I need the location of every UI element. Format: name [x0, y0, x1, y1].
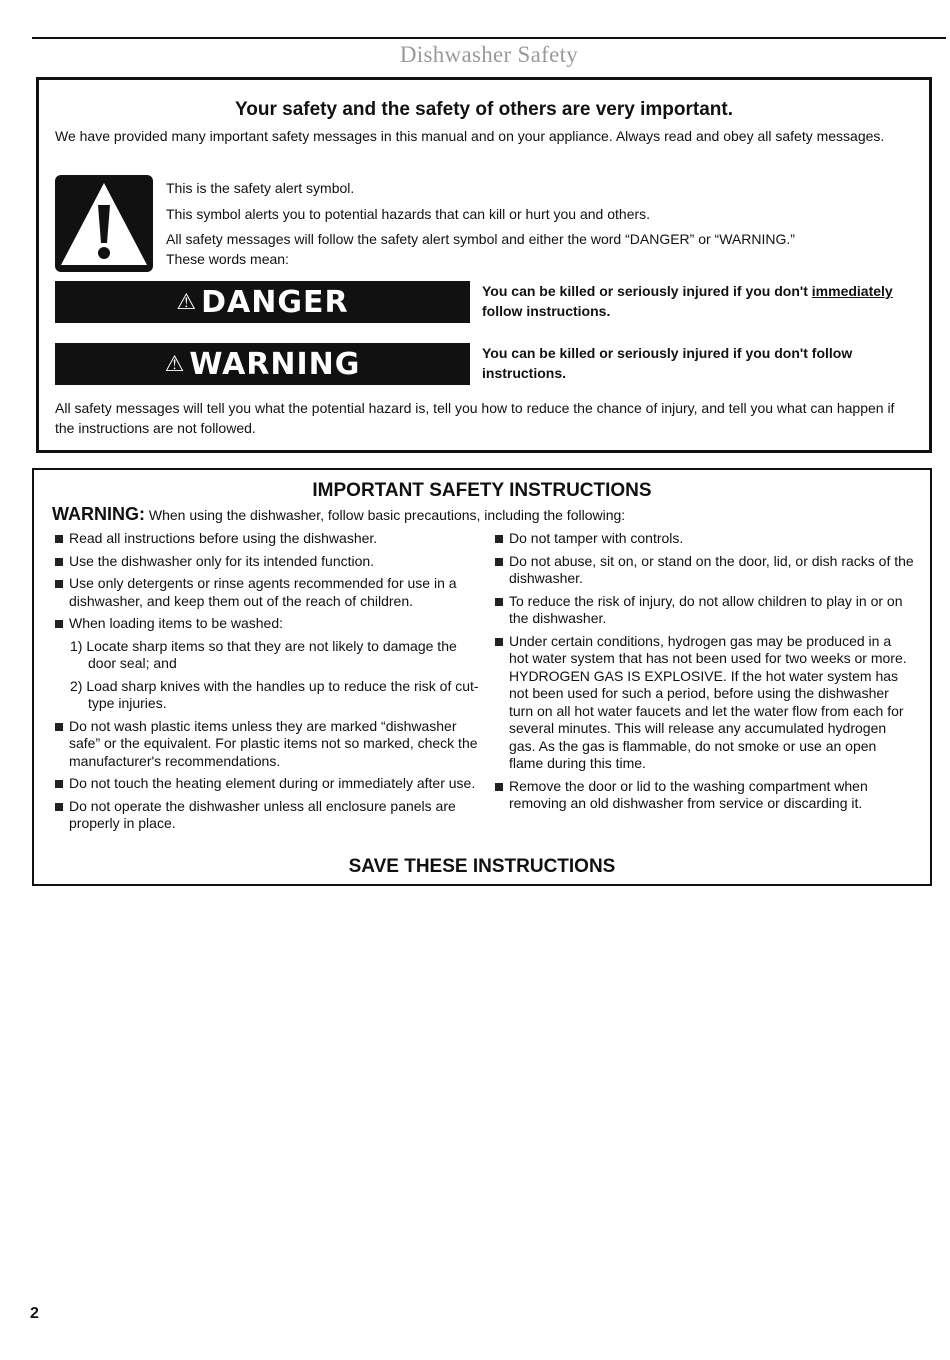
list-item: Do not wash plastic items unless they are marked “dishwasher safe” or the equivalent. For plastic items not so marked, check the manufacturer's recommendations. — [54, 718, 479, 771]
sub-list-item: 2) Load sharp knives with the handles up to reduce the risk of cut-type injuries. — [70, 677, 479, 711]
list-item: When loading items to be washed: — [54, 615, 479, 633]
symbol-line-4: These words mean: — [166, 251, 289, 267]
section-title: Dishwasher Safety — [399, 42, 579, 67]
save-instructions: SAVE THESE INSTRUCTIONS — [348, 856, 616, 877]
instructions-warning-line — [52, 504, 625, 525]
list-item: Use only detergents or rinse agents recommended for use in a dishwasher, and keep them out of the reach of children. — [54, 575, 479, 610]
danger-signal-bar — [55, 281, 470, 323]
top-rule — [32, 37, 946, 39]
list-item: Remove the door or lid to the washing compartment when removing an old dishwasher from service or discarding it. — [494, 778, 914, 813]
danger-text-underlined: immediately — [811, 283, 893, 299]
safety-message-box — [36, 77, 932, 453]
warning-text: When using the dishwasher, follow basic precautions, including the following: — [145, 507, 626, 523]
warning-label: WARNING — [189, 346, 361, 382]
danger-text-part2: follow instructions. — [482, 303, 611, 319]
list-item: To reduce the risk of injury, do not allow children to play in or on the dishwasher. — [494, 593, 914, 628]
symbol-line-2: This symbol alerts you to potential hazards that can kill or hurt you and others. — [166, 206, 651, 222]
symbol-line-1: This is the safety alert symbol. — [166, 180, 355, 196]
sub-list-item: 1) Locate sharp items so that they are not likely to damage the door seal; and — [70, 637, 457, 671]
important-instructions-box — [32, 468, 932, 886]
safety-alert-icon — [55, 175, 153, 272]
danger-text-part1: You can be killed or seriously injured if you don't — [482, 283, 812, 299]
list-item: Under certain conditions, hydrogen gas may be produced in a hot water system that has not been used for two weeks or more. HYDROGEN GAS IS EXPLOSIVE. If the hot water system has not been used for such a period, before using the dishwasher turn on all hot water faucets and let the water flow from each for several minutes. This will release any accumulated hydrogen gas. As the gas is flammable, do not smoke or use an open flame during this time. — [494, 633, 914, 773]
list-item: Do not operate the dishwasher unless all enclosure panels are properly in place. — [54, 798, 479, 833]
warning-signal-bar — [55, 343, 470, 385]
alert-triangle-icon: ⚠ — [176, 289, 198, 315]
safety-closing: All safety messages will tell you what the potential hazard is, tell you how to reduce the chance of injury, and tell you what can happen if the instructions are not followed. — [55, 400, 895, 436]
danger-description — [482, 281, 922, 321]
instructions-heading: IMPORTANT SAFETY INSTRUCTIONS — [312, 480, 652, 501]
safety-intro: We have provided many important safety messages in this manual and on your appliance. Always read and obey all safety messages. — [55, 128, 885, 144]
warning-word: WARNING: — [52, 504, 145, 524]
list-item: Do not abuse, sit on, or stand on the door, lid, or dish racks of the dishwasher. — [494, 553, 914, 588]
warning-description: You can be killed or seriously injured if you don't follow instructions. — [482, 345, 853, 381]
symbol-line-3: All safety messages will follow the safety alert symbol and either the word “DANGER” or “WARNING.” — [166, 231, 795, 247]
list-item: Do not touch the heating element during or immediately after use. — [54, 775, 479, 793]
left-column — [54, 530, 479, 838]
list-item: Do not tamper with controls. — [494, 530, 914, 548]
list-item: Read all instructions before using the dishwasher. — [54, 530, 479, 548]
danger-label: DANGER — [201, 284, 349, 320]
right-column — [494, 530, 914, 818]
list-item: Use the dishwasher only for its intended function. — [54, 553, 479, 571]
page-number: 2 — [30, 1305, 39, 1322]
alert-triangle-icon: ⚠ — [164, 351, 186, 377]
safety-headline: Your safety and the safety of others are very important. — [234, 99, 733, 120]
